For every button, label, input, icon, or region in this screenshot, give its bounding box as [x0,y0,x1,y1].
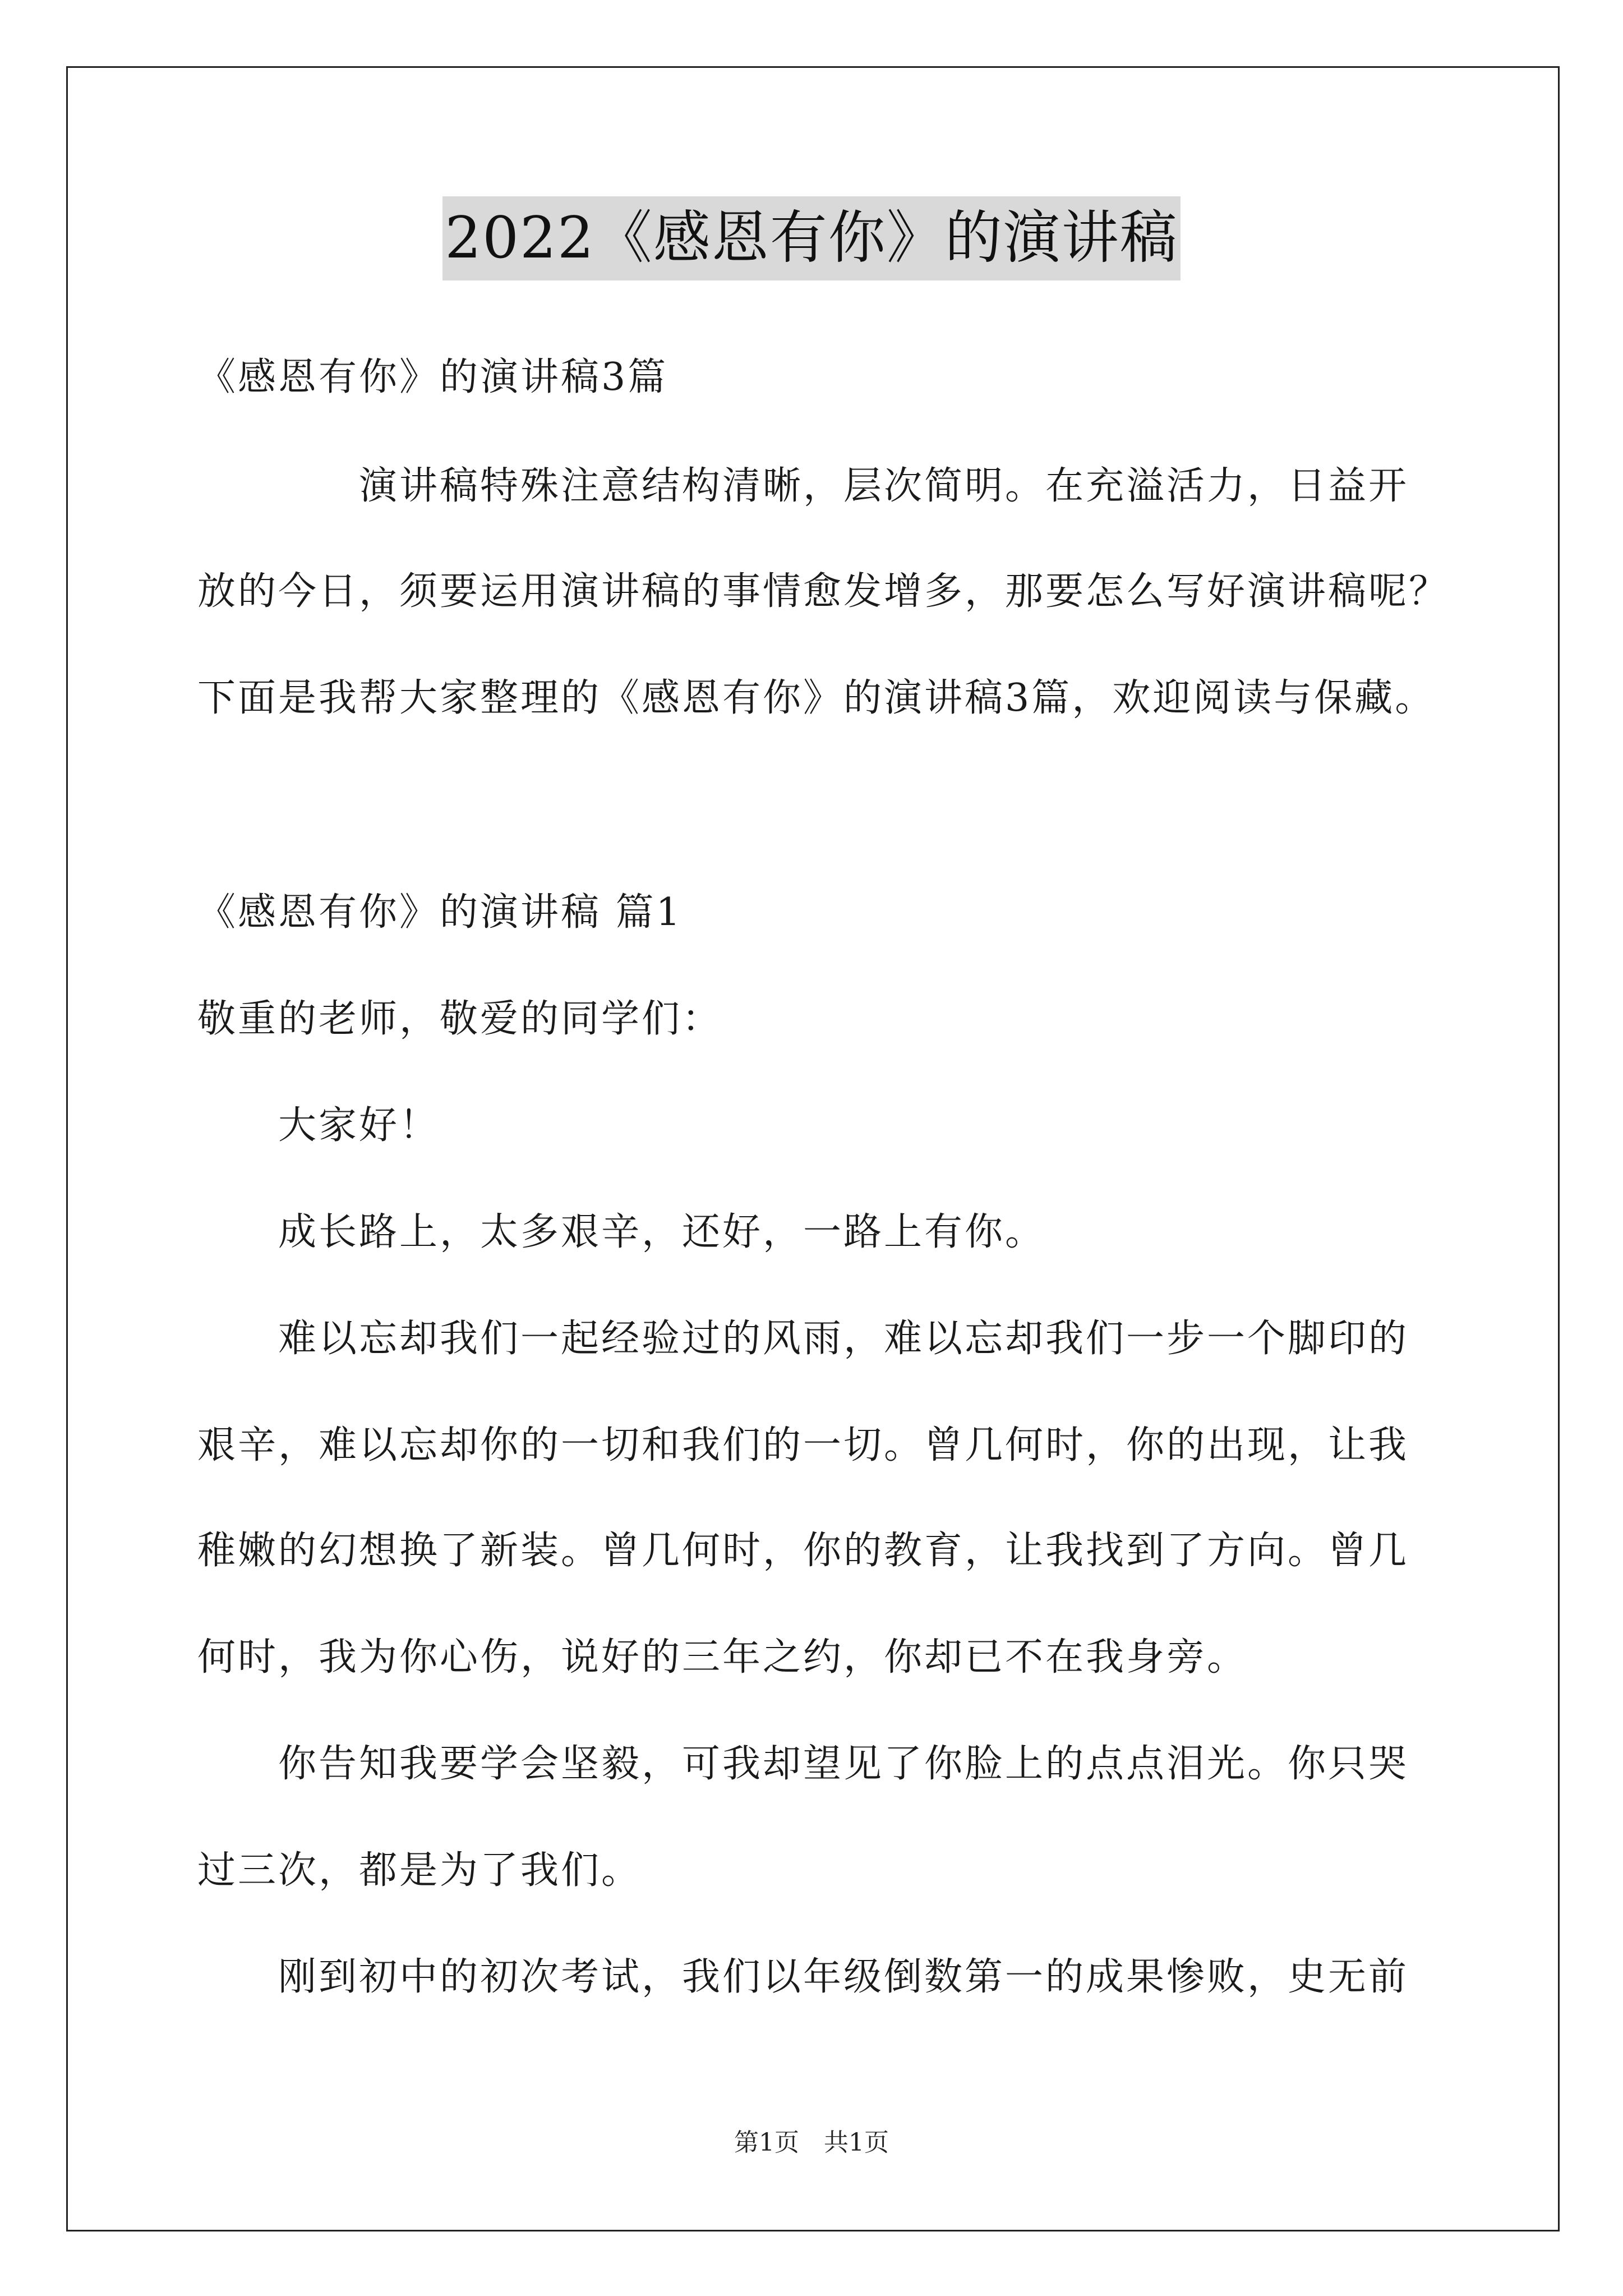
body-line: 过三次，都是为了我们。 [197,1848,642,1893]
page-footer: 第1页 共1页 [734,2128,889,2157]
body-line: 大家好！ [278,1103,440,1148]
body-line: 艰辛，难以忘却你的一切和我们的一切。曾几何时，你的出现，让我 [197,1423,1409,1467]
subtitle: 《感恩有你》的演讲稿3篇 [197,355,668,399]
title-container [0,196,1623,280]
body-line: 刚到初中的初次考试，我们以年级倒数第一的成果惨败，史无前 [278,1955,1409,1999]
intro-line: 放的今日，须要运用演讲稿的事情愈发增多，那要怎么写好演讲稿呢？ [197,569,1450,614]
body-line: 你告知我要学会坚毅，可我却望见了你脸上的点点泪光。你只哭 [278,1742,1409,1786]
intro-line: 演讲稿特殊注意结构清晰，层次简明。在充溢活力，日益开 [359,464,1409,508]
intro-line: 下面是我帮大家整理的《感恩有你》的演讲稿3篇，欢迎阅读与保藏。 [197,676,1436,720]
document-title: 2022《感恩有你》的演讲稿 [442,196,1181,280]
body-line: 难以忘却我们一起经验过的风雨，难以忘却我们一步一个脚印的 [278,1317,1409,1361]
body-line: 成长路上，太多艰辛，还好，一路上有你。 [278,1210,1046,1254]
section-heading: 《感恩有你》的演讲稿 篇1 [197,890,683,935]
body-line: 稚嫩的幻想换了新装。曾几何时，你的教育，让我找到了方向。曾几 [197,1529,1409,1573]
body-line: 何时，我为你心伤，说好的三年之约，你却已不在我身旁。 [197,1635,1248,1680]
salutation: 敬重的老师，敬爱的同学们： [197,997,723,1041]
